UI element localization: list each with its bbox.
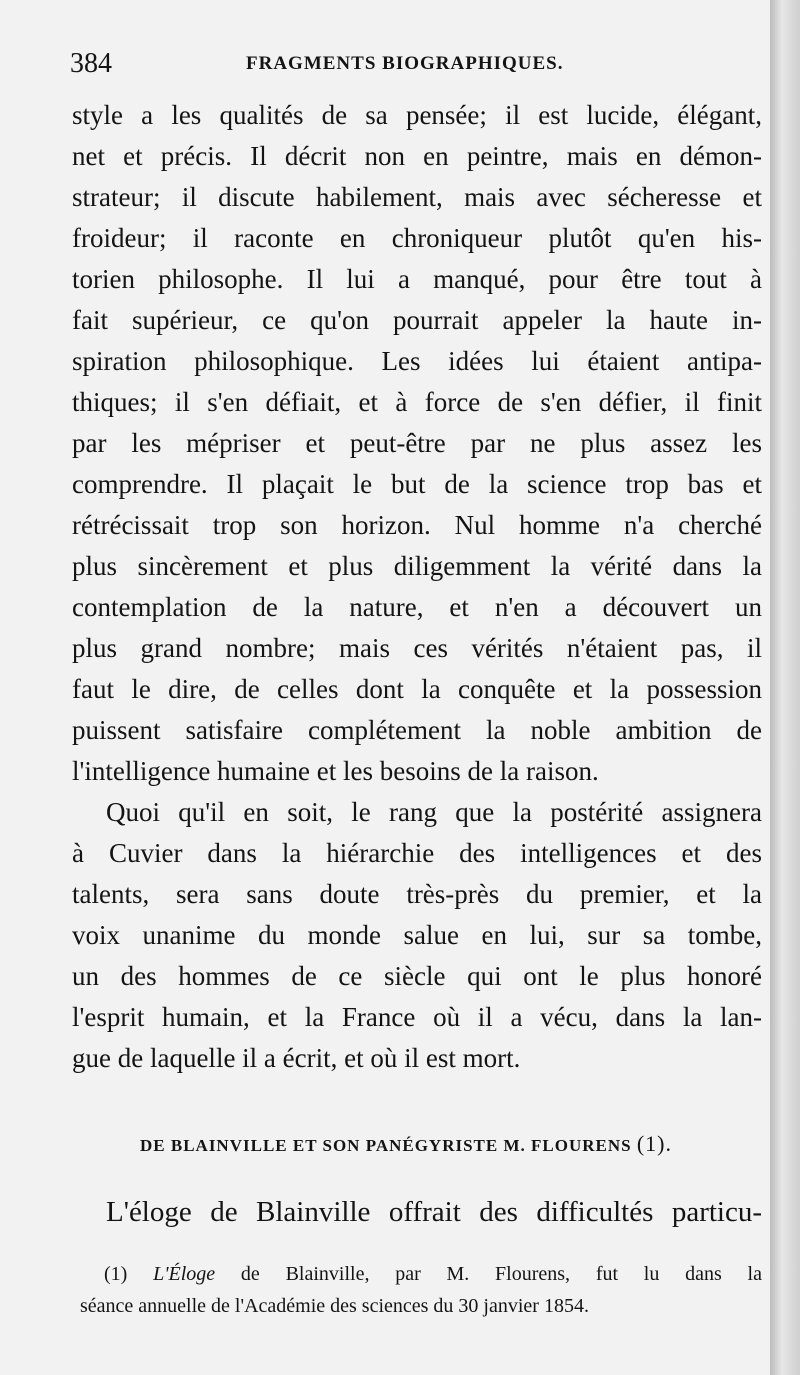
- footnote-text: de Blainville, par M. Flourens, fut lu dans la: [240, 1263, 762, 1285]
- text-line: plus grand nombre; mais ces vérités n'étaient pas, il: [72, 633, 762, 663]
- text-line: fait supérieur, ce qu'on pourrait appeler la haute in-: [72, 305, 762, 335]
- text-line: gue de laquelle il a écrit, et où il est mort.: [72, 1043, 521, 1073]
- text-line: torien philosophe. Il lui a manqué, pour être tout à: [72, 264, 762, 294]
- text-line: strateur; il discute habilement, mais avec sécheresse et: [72, 182, 762, 212]
- text-line: froideur; il raconte en chroniqueur plutôt qu'en his-: [72, 223, 762, 253]
- text-line: style a les qualités de sa pensée; il est lucide, élégant,: [72, 100, 762, 130]
- text-line: un des hommes de ce siècle qui ont le plus honoré: [72, 961, 762, 991]
- footnote-italic-title: L'Éloge: [153, 1263, 216, 1285]
- text-line: comprendre. Il plaçait le but de la science trop bas et: [72, 469, 762, 499]
- text-line: par les mépriser et peut-être par ne plus assez les: [72, 428, 762, 458]
- text-line: puissent satisfaire complétement la noble ambition de: [72, 715, 762, 745]
- text-line: net et précis. Il décrit non en peintre, mais en démon-: [72, 141, 762, 171]
- text-line: spiration philosophique. Les idées lui étaient antipa-: [72, 346, 762, 376]
- paragraph-1: [72, 95, 762, 792]
- text-line: thiques; il s'en défiait, et à force de s'en défier, il finit: [72, 387, 762, 417]
- section-heading-text: DE BLAINVILLE ET SON PANÉGYRISTE M. FLOURENS: [140, 1136, 632, 1155]
- text-line: voix unanime du monde salue en lui, sur sa tombe,: [72, 920, 762, 950]
- text-line: plus sincèrement et plus diligemment la vérité dans la: [72, 551, 762, 581]
- body-text: [72, 95, 762, 1079]
- footnote-line: séance annuelle de l'Académie des sciences du 30 janvier 1854.: [80, 1295, 589, 1317]
- text-line: talents, sera sans doute très-près du premier, et la: [72, 879, 762, 909]
- footnote-reference: (1).: [636, 1131, 673, 1156]
- section-heading: [140, 1127, 740, 1163]
- paragraph-2: [72, 792, 762, 1079]
- footnote-marker: (1): [104, 1263, 128, 1285]
- footnote-line: [80, 1258, 762, 1290]
- section-first-line: L'éloge de Blainville offrait des difficultés particu-: [106, 1196, 762, 1228]
- running-title: FRAGMENTS BIOGRAPHIQUES.: [246, 53, 564, 74]
- page-edge: [770, 0, 800, 1375]
- text-line: à Cuvier dans la hiérarchie des intelligences et des: [72, 838, 762, 868]
- text-line: Quoi qu'il en soit, le rang que la postérité assignera: [106, 797, 762, 827]
- page-number: 384: [70, 48, 112, 79]
- text-line: l'intelligence humaine et les besoins de la raison.: [72, 756, 599, 786]
- text-line: rétrécissait trop son horizon. Nul homme n'a cherché: [72, 510, 762, 540]
- text-line: contemplation de la nature, et n'en a découvert un: [72, 592, 762, 622]
- text-line: faut le dire, de celles dont la conquête et la possession: [72, 674, 762, 704]
- footnote: [80, 1258, 762, 1322]
- running-head: [70, 44, 732, 84]
- text-line: l'esprit humain, et la France où il a vécu, dans la lan-: [72, 1002, 762, 1032]
